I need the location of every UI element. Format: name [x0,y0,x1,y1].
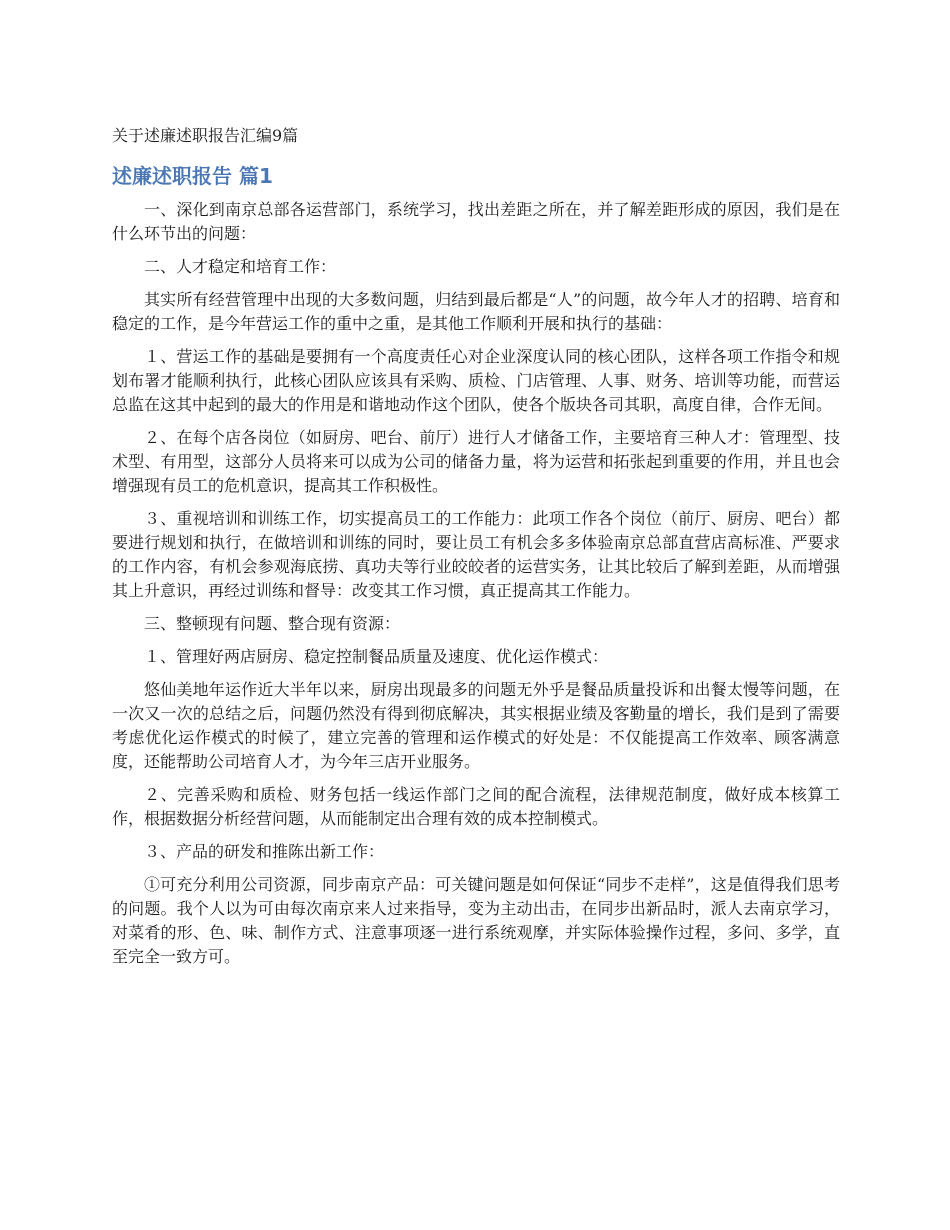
document-page [112,124,840,978]
section-heading: 述廉述职报告 篇1 [112,164,273,188]
paragraph-2: 二、人才稳定和培育工作： [144,257,337,276]
paragraph-5: ２、在每个店各岗位（如厨房、吧台、前厅）进行人才储备工作，主要培育三种人才：管理型、技术型、有用型，这部分人员将来可以成为公司的储备力量，将为运营和拓张起到重要的作用，并且也会增强现有员工的危机意识，提高其工作积极性。 [112,428,840,495]
paragraph-11: ３、产品的研发和推陈出新工作： [144,842,385,861]
paragraph-3: 其实所有经营管理中出现的大多数问题，归结到最后都是“人”的问题，故今年人才的招聘、培育和稳定的工作，是今年营运工作的重中之重，是其他工作顺利开展和执行的基础： [112,290,840,333]
paragraph-6: ３、重视培训和训练工作，切实提高员工的工作能力：此项工作各个岗位（前厅、厨房、吧台）都要进行规划和执行，在做培训和训练的同时，要让员工有机会多多体验南京总部直营店高标准、严要求的工作内容，有机会参观海底捞、真功夫等行业皎皎者的运营实务，让其比较后了解到差距，从而增强其上升意识，再经过训练和督导：改变其工作习惯，真正提高其工作能力。 [112,509,840,600]
paragraph-12: ①可充分利用公司资源，同步南京产品：可关键问题是如何保证“同步不走样”，这是值得我们思考的问题。我个人以为可由每次南京来人过来指导，变为主动出击，在同步出新品时，派人去南京学习，对菜肴的形、色、味、制作方式、注意事项逐一进行系统观摩，并实际体验操作过程，多问、多学，直至完全一致方可。 [112,875,840,966]
document-title: 关于述廉述职报告汇编9篇 [112,126,299,145]
paragraph-4: １、营运工作的基础是要拥有一个高度责任心对企业深度认同的核心团队，这样各项工作指令和规划布署才能顺利执行，此核心团队应该具有采购、质检、门店管理、人事、财务、培训等功能，而营运总监在这其中起到的最大的作用是和谐地动作这个团队，使各个版块各司其职，高度自律，合作无间。 [112,347,840,414]
paragraph-7: 三、整顿现有问题、整合现有资源： [144,614,401,633]
paragraph-9: 悠仙美地年运作近大半年以来，厨房出现最多的问题无外乎是餐品质量投诉和出餐太慢等问题，在一次又一次的总结之后，问题仍然没有得到彻底解决，其实根据业绩及客勤量的增长，我们是到了需要考虑优化运作模式的时候了，建立完善的管理和运作模式的好处是：不仅能提高工作效率、顾客满意度，还能帮助公司培育人才，为今年三店开业服务。 [112,680,840,771]
paragraph-1: 一、深化到南京总部各运营部门，系统学习，找出差距之所在，并了解差距形成的原因，我们是在什么环节出的问题： [112,200,840,243]
paragraph-8: １、管理好两店厨房、稳定控制餐品质量及速度、优化运作模式： [144,647,609,666]
paragraph-10: ２、完善采购和质检、财务包括一线运作部门之间的配合流程，法律规范制度，做好成本核算工作，根据数据分析经营问题，从而能制定出合理有效的成本控制模式。 [112,785,840,828]
